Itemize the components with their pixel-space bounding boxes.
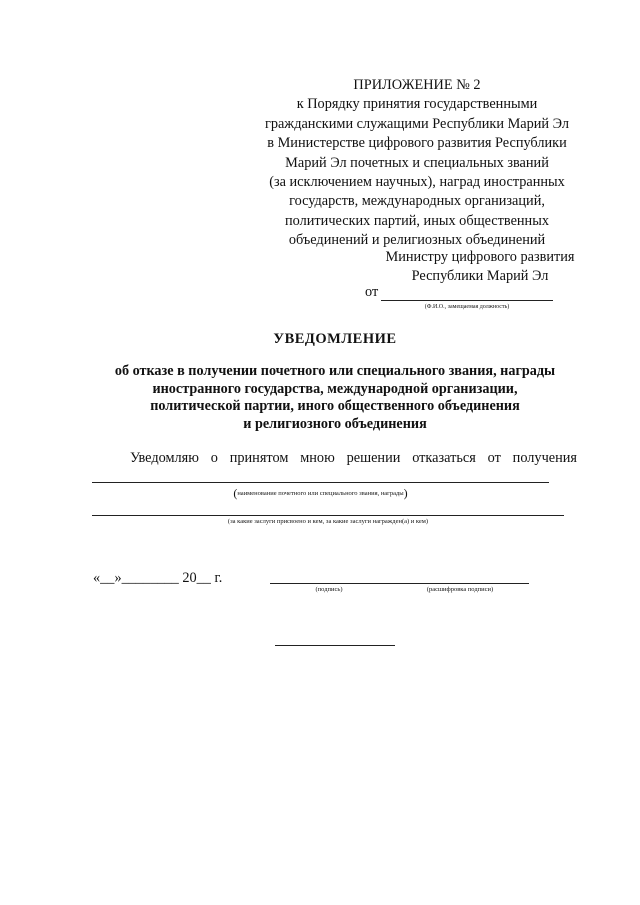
signature-decoding-caption: (расшифровка подписи) bbox=[426, 586, 494, 593]
appendix-line: гражданскими служащими Республики Марий Эл bbox=[264, 115, 570, 132]
addressee-line: Министру цифрового развития bbox=[385, 249, 575, 265]
subject-line: иностранного государства, международной организации, bbox=[152, 380, 518, 397]
subject-line: об отказе в получении почетного или специального звания, награды bbox=[114, 363, 556, 379]
date-field: «__»________ 20__ г. bbox=[93, 570, 223, 586]
from-caption: (Ф.И.О., замещаемая должность) bbox=[424, 304, 510, 310]
subject-block bbox=[70, 363, 600, 433]
from-fill-line bbox=[381, 300, 553, 301]
signature-caption: (подпись) bbox=[315, 586, 343, 593]
subject-line: политической партии, иного общественного объединения bbox=[150, 398, 520, 414]
merit-caption: (за какие заслуги присвоено и кем, за какие заслуги награжден(а) и кем) bbox=[227, 518, 429, 525]
subject-line: и религиозного объединения bbox=[243, 415, 427, 432]
from-label: от bbox=[365, 284, 379, 300]
appendix-line: государств, международных организаций, bbox=[289, 193, 545, 210]
award-name-line bbox=[92, 482, 549, 483]
appendix-line: объединений и религиозных объединений bbox=[288, 232, 546, 249]
appendix-title: ПРИЛОЖЕНИЕ № 2 bbox=[353, 77, 481, 93]
merit-line bbox=[92, 515, 564, 516]
end-divider bbox=[275, 645, 395, 646]
addressee-block bbox=[330, 248, 630, 287]
award-name-caption: (наименование почетного или специального звания, награды) bbox=[233, 486, 408, 500]
appendix-line: (за исключением научных), наград иностранных bbox=[269, 174, 565, 191]
appendix-line: Марий Эл почетных и специальных званий bbox=[285, 154, 549, 171]
appendix-line: политических партий, иных общественных bbox=[285, 212, 549, 229]
signature-line bbox=[270, 583, 529, 584]
appendix-line: к Порядку принятия государственными bbox=[296, 96, 538, 113]
award-name-caption-text: наименование почетного или специального звания, награды bbox=[237, 490, 404, 497]
document-title: УВЕДОМЛЕНИЕ bbox=[273, 331, 397, 347]
addressee-line: Республики Марий Эл bbox=[411, 268, 549, 285]
appendix-header bbox=[232, 76, 602, 251]
appendix-line: в Министерстве цифрового развития Республики bbox=[267, 135, 567, 152]
notification-text: Уведомляю о принятом мною решении отказаться от получения bbox=[130, 450, 577, 466]
